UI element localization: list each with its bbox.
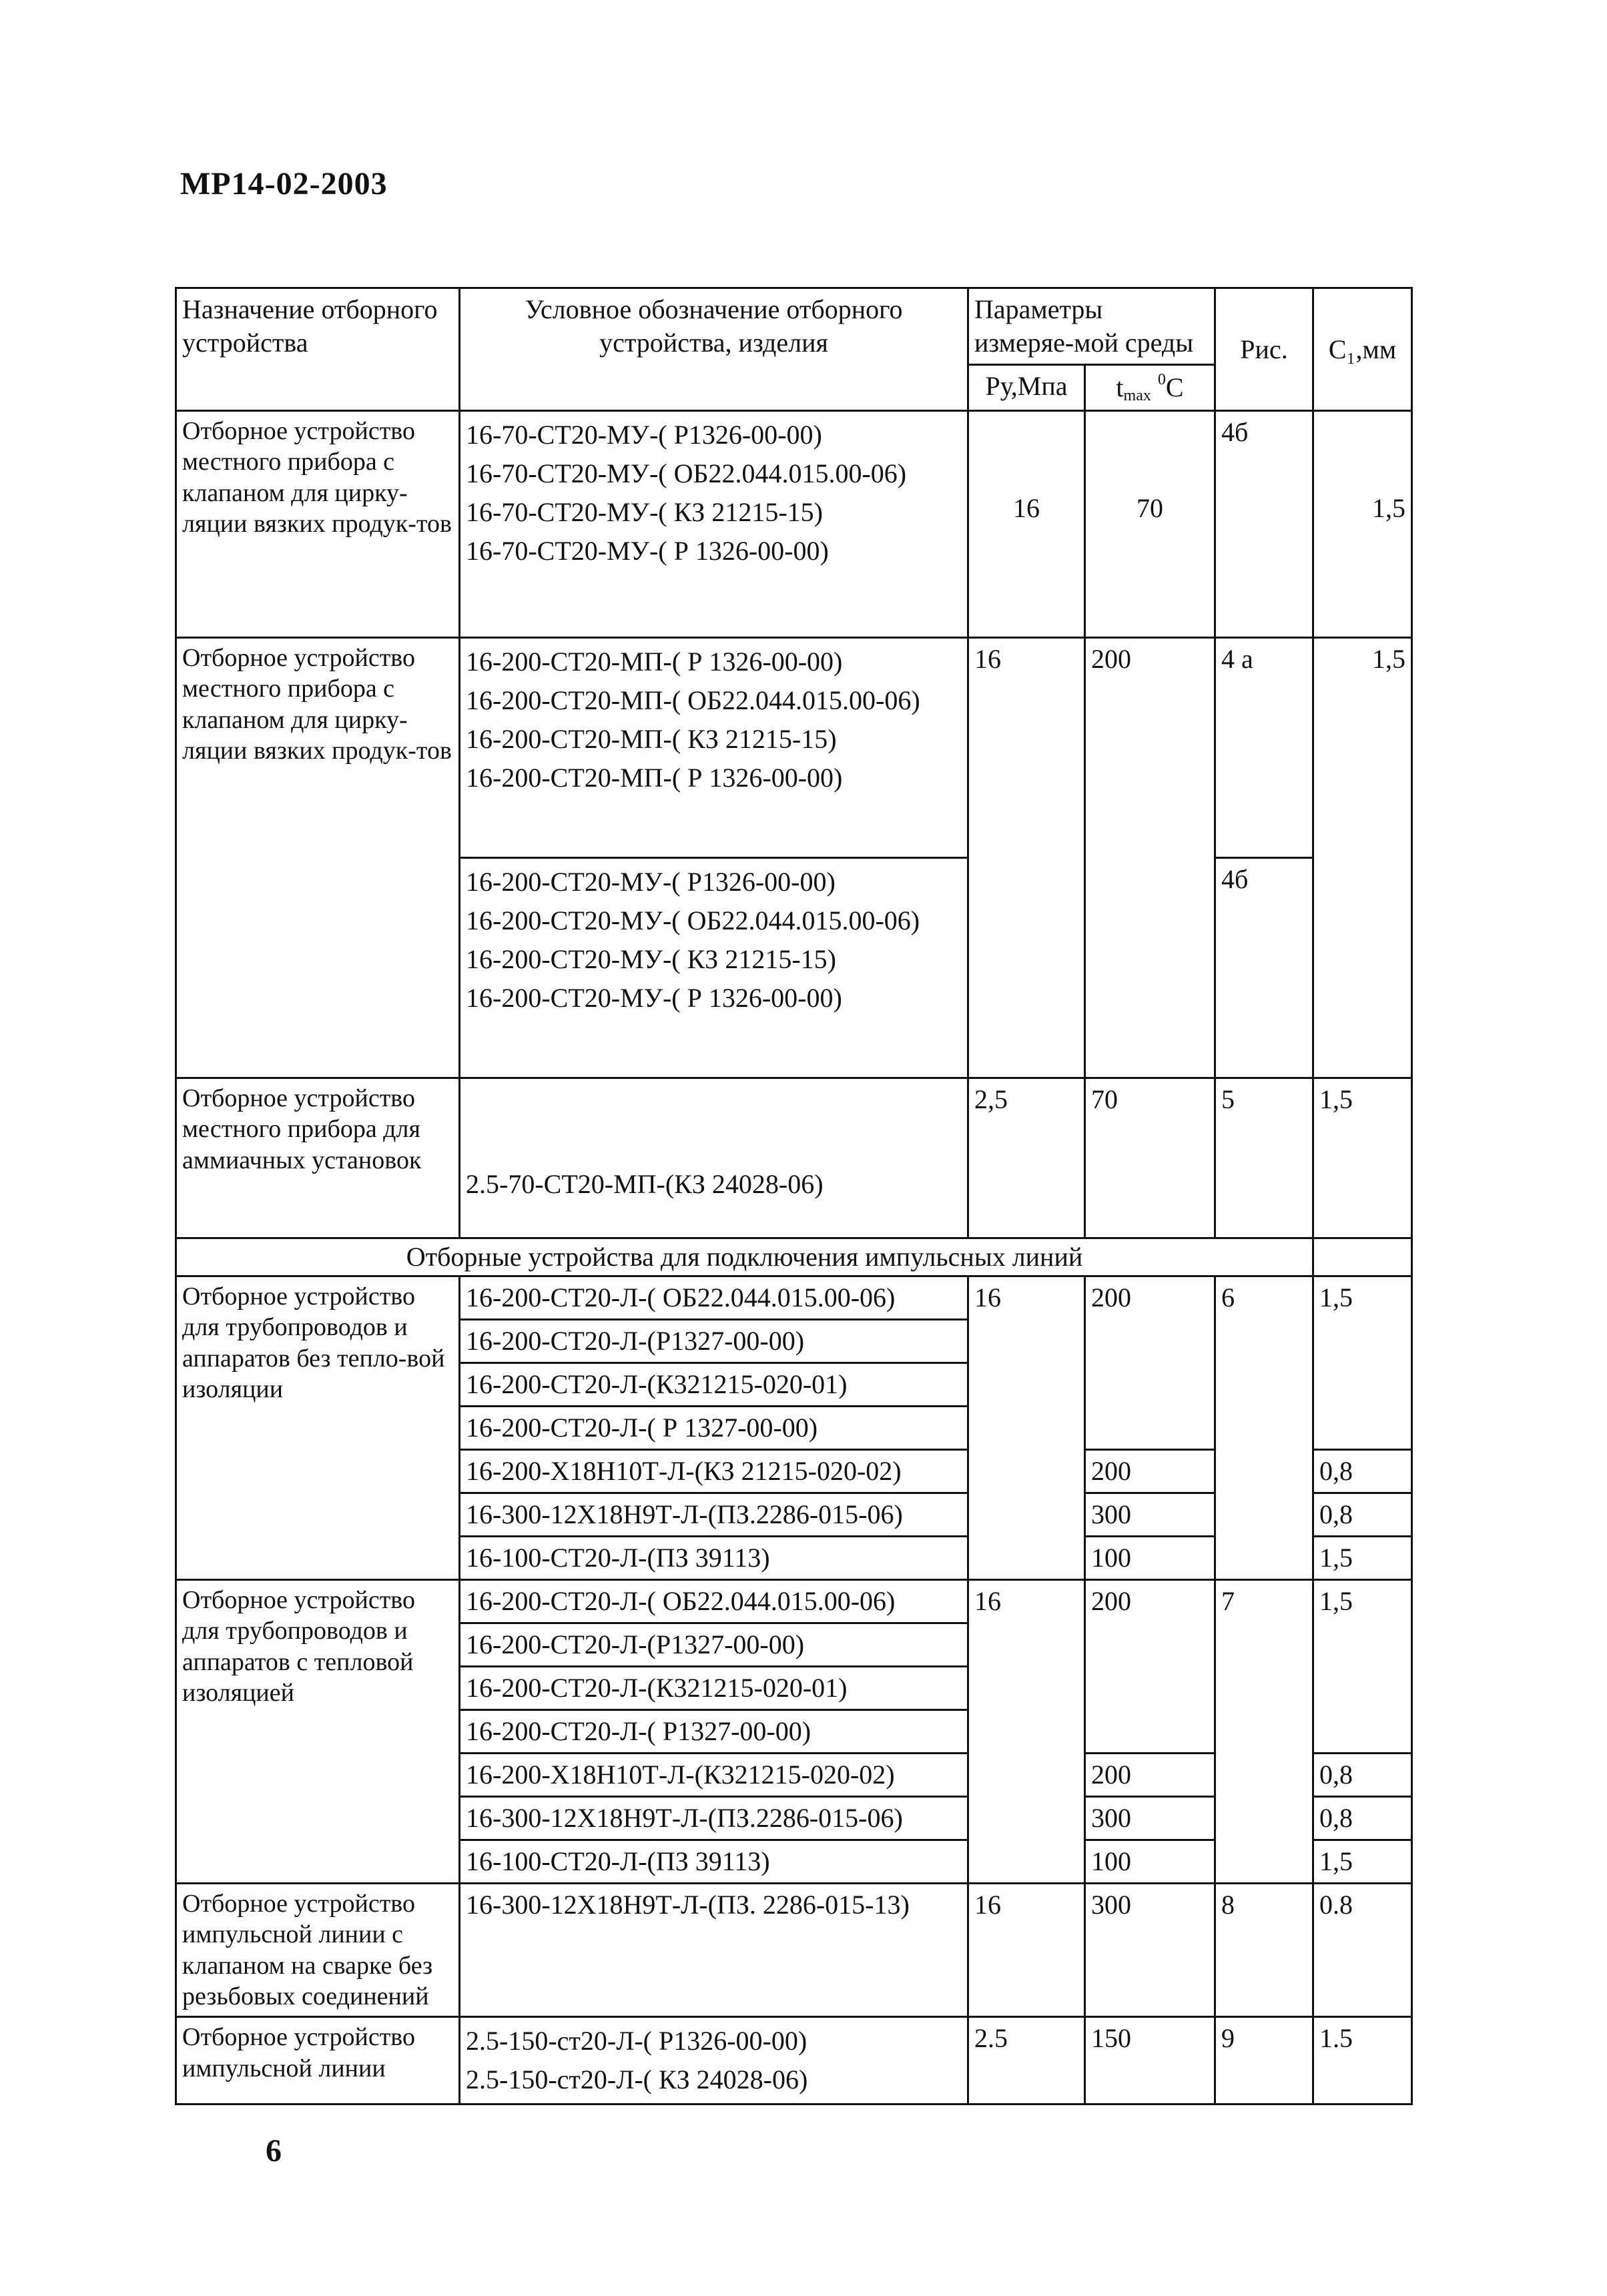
designation-item: 16-200-СТ20-МУ-( КЗ 21215-15) <box>466 944 836 974</box>
purpose-cell: Отборное устройство для трубопроводов и аппаратов без тепло-вой изоляции <box>176 1276 460 1580</box>
c1-cell: 0,8 <box>1313 1493 1412 1537</box>
pressure-cell: 2,5 <box>968 1078 1085 1238</box>
designation-item: 2.5-150-ст20-Л-( КЗ 24028-06) <box>466 2064 808 2095</box>
designation-item: 16-200-СТ20-МП-( Р 1326-00-00) <box>466 763 843 793</box>
c1-cell: 1.5 <box>1313 2017 1412 2104</box>
sampling-devices-table <box>175 287 1413 2105</box>
table-row <box>176 638 1412 858</box>
c1-cell: 1,5 <box>1313 1840 1412 1884</box>
header-c1: С₁,мм <box>1313 288 1412 411</box>
c1-cell: 1,5 <box>1313 1580 1412 1754</box>
c1-cell: 0.8 <box>1313 1884 1412 2017</box>
designation-item: 16-200-СТ20-МУ-( ОБ22.044.015.00-06) <box>466 905 920 935</box>
header-purpose: Назначение отборного устройства <box>176 288 460 411</box>
designation-item: 16-70-СТ20-МУ-( Р 1326-00-00) <box>466 536 829 566</box>
c1-cell: 1,5 <box>1313 1537 1412 1580</box>
designation-cell: 16-300-12Х18Н9Т-Л-(ПЗ.2286-015-06) <box>460 1493 968 1537</box>
purpose-cell: Отборное устройство импульсной линии с клапаном на сварке без резьбовых соединений <box>176 1884 460 2017</box>
figure-cell: 4б <box>1215 411 1313 638</box>
temperature-subscript: max <box>1123 387 1151 404</box>
section-title: Отборные устройства для подключения импульсных линий <box>176 1238 1313 1276</box>
temperature-cell: 200 <box>1085 1276 1215 1450</box>
designation-list <box>460 411 968 638</box>
designation-list <box>460 2017 968 2104</box>
header-figure: Рис. <box>1215 288 1313 411</box>
figure-cell: 9 <box>1215 2017 1313 2104</box>
section-row <box>176 1238 1412 1276</box>
temperature-cell: 200 <box>1085 638 1215 1078</box>
designation-cell: 16-100-СТ20-Л-(ПЗ 39113) <box>460 1840 968 1884</box>
temperature-cell: 300 <box>1085 1797 1215 1840</box>
designation-list <box>460 638 968 858</box>
c1-cell: 0,8 <box>1313 1450 1412 1493</box>
figure-cell: 7 <box>1215 1580 1313 1884</box>
header-temperature <box>1085 365 1215 411</box>
document-code: МР14-02-2003 <box>180 166 388 202</box>
temperature-cell: 200 <box>1085 1580 1215 1754</box>
table-row <box>176 1884 1412 2017</box>
figure-cell: 6 <box>1215 1276 1313 1580</box>
figure-cell: 4 а <box>1215 638 1313 858</box>
page-number: 6 <box>266 2133 282 2169</box>
temperature-cell: 100 <box>1085 1537 1215 1580</box>
temperature-cell: 200 <box>1085 1450 1215 1493</box>
purpose-cell: Отборное устройство для трубопроводов и аппаратов с тепловой изоляцией <box>176 1580 460 1884</box>
designation-cell: 16-200-СТ20-Л-( ОБ22.044.015.00-06) <box>460 1276 968 1320</box>
table-row <box>176 1580 1412 1623</box>
temperature-cell: 70 <box>1085 411 1215 638</box>
figure-cell: 4б <box>1215 858 1313 1078</box>
temperature-symbol: t <box>1116 372 1124 402</box>
temperature-cell: 70 <box>1085 1078 1215 1238</box>
c1-cell: 1,5 <box>1313 1078 1412 1238</box>
pressure-cell: 16 <box>968 638 1085 1078</box>
purpose-cell: Отборное устройство местного прибора с клапаном для цирку-ляции вязких продук-тов <box>176 638 460 1078</box>
temperature-cell: 300 <box>1085 1884 1215 2017</box>
table-row <box>176 2017 1412 2104</box>
c1-cell: 0,8 <box>1313 1754 1412 1797</box>
table-row <box>176 1276 1412 1320</box>
figure-cell: 8 <box>1215 1884 1313 2017</box>
designation-cell: 16-200-СТ20-Л-(К321215-020-01) <box>460 1667 968 1710</box>
designation-item: 16-70-СТ20-МУ-( ОБ22.044.015.00-06) <box>466 458 907 488</box>
designation-cell: 16-300-12Х18Н9Т-Л-(ПЗ. 2286-015-13) <box>460 1884 968 2017</box>
pressure-cell: 2.5 <box>968 2017 1085 2104</box>
pressure-cell: 16 <box>968 1276 1085 1580</box>
designation-cell: 16-200-СТ20-Л-( Р 1327-00-00) <box>460 1407 968 1450</box>
designation-item: 16-200-СТ20-МП-( Р 1326-00-00) <box>466 647 843 677</box>
temperature-cell: 150 <box>1085 2017 1215 2104</box>
pressure-cell: 16 <box>968 411 1085 638</box>
temperature-unit: С <box>1165 372 1184 402</box>
temperature-cell: 300 <box>1085 1493 1215 1537</box>
pressure-cell: 16 <box>968 1884 1085 2017</box>
purpose-cell: Отборное устройство местного прибора с клапаном для цирку-ляции вязких продук-тов <box>176 411 460 638</box>
figure-cell: 5 <box>1215 1078 1313 1238</box>
designation-item: 16-70-СТ20-МУ-( Р1326-00-00) <box>466 420 822 450</box>
designation-item: 2.5-150-ст20-Л-( Р1326-00-00) <box>466 2026 808 2056</box>
header-designation: Условное обозначение отборного устройства, изделия <box>460 288 968 411</box>
temperature-cell: 200 <box>1085 1754 1215 1797</box>
table-row <box>176 1078 1412 1238</box>
designation-item: 16-70-СТ20-МУ-( КЗ 21215-15) <box>466 497 823 527</box>
designation-item: 16-200-СТ20-МП-( КЗ 21215-15) <box>466 724 837 754</box>
purpose-cell: Отборное устройство импульсной линии <box>176 2017 460 2104</box>
c1-cell: 1,5 <box>1313 1276 1412 1450</box>
table-row <box>176 411 1412 638</box>
pressure-cell: 16 <box>968 1580 1085 1884</box>
designation-cell: 16-200-СТ20-Л-( Р1327-00-00) <box>460 1710 968 1754</box>
temperature-cell: 100 <box>1085 1840 1215 1884</box>
designation-cell: 16-200-СТ20-Л-(Р1327-00-00) <box>460 1623 968 1667</box>
designation-cell: 16-100-СТ20-Л-(ПЗ 39113) <box>460 1537 968 1580</box>
section-empty-cell <box>1313 1238 1412 1276</box>
designation-cell: 16-200-СТ20-Л-(К321215-020-01) <box>460 1363 968 1407</box>
designation-item: 16-200-СТ20-МП-( ОБ22.044.015.00-06) <box>466 685 920 715</box>
designation-cell: 16-200-СТ20-Л-( ОБ22.044.015.00-06) <box>460 1580 968 1623</box>
c1-cell: 1,5 <box>1313 638 1412 1078</box>
designation-list <box>460 1078 968 1238</box>
header-parameters: Параметры измеряе-мой среды <box>968 288 1215 365</box>
designation-cell: 16-200-Х18Н10Т-Л-(КЗ 21215-020-02) <box>460 1450 968 1493</box>
c1-cell: 1,5 <box>1313 411 1412 638</box>
designation-cell: 16-300-12Х18Н9Т-Л-(ПЗ.2286-015-06) <box>460 1797 968 1840</box>
c1-cell: 0,8 <box>1313 1797 1412 1840</box>
designation-cell: 16-200-Х18Н10Т-Л-(К321215-020-02) <box>460 1754 968 1797</box>
degree-mark: 0 <box>1157 371 1166 388</box>
designation-item: 16-200-СТ20-МУ-( Р 1326-00-00) <box>466 983 842 1013</box>
purpose-cell: Отборное устройство местного прибора для аммиачных установок <box>176 1078 460 1238</box>
designation-list <box>460 858 968 1078</box>
designation-item: 16-200-СТ20-МУ-( Р1326-00-00) <box>466 867 836 897</box>
table-header-row <box>176 288 1412 365</box>
header-pressure: Ру,Мпа <box>968 365 1085 411</box>
designation-cell: 16-200-СТ20-Л-(Р1327-00-00) <box>460 1320 968 1363</box>
designation-item: 2.5-70-СТ20-МП-(КЗ 24028-06) <box>466 1169 824 1199</box>
